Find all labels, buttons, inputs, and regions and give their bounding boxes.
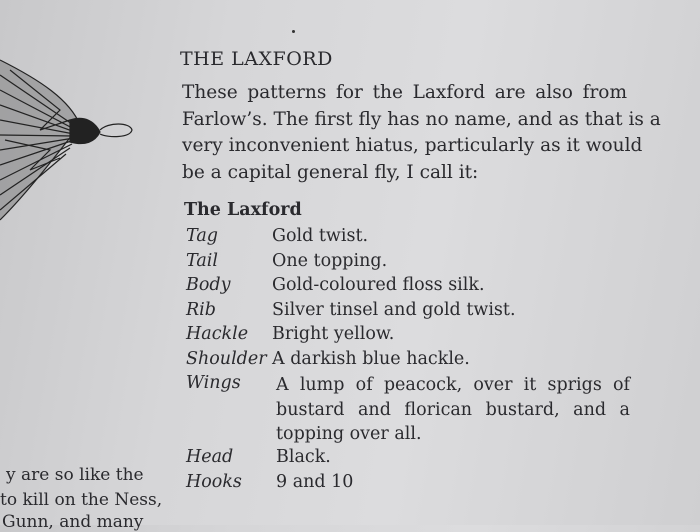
- dressing-row: [186, 324, 636, 349]
- dressing-list: [186, 226, 636, 496]
- dressing-row: [186, 226, 636, 251]
- page-speck: [292, 30, 295, 33]
- dressing-material: Gold-coloured floss silk.: [272, 275, 485, 295]
- dressing-material-line: topping over all.: [276, 424, 422, 444]
- dressing-row: [186, 300, 636, 325]
- dressing-row: [186, 472, 636, 497]
- dressing-part: Head: [186, 447, 234, 467]
- dressing-part: Shoulder: [186, 348, 267, 369]
- dressing-row: [186, 275, 636, 300]
- dressing-part: Rib: [186, 299, 216, 320]
- left-column-text-fragment: to kill on the Ness,: [0, 490, 163, 510]
- dressing-part: Tail: [186, 250, 218, 271]
- intro-line: Farlow’s. The first fly has no name, and as that is a: [182, 108, 661, 130]
- dressing-row: [186, 251, 636, 276]
- intro-paragraph: [182, 80, 661, 186]
- intro-line: These patterns for the Laxford are also from: [182, 82, 627, 103]
- left-column-text-fragment: Gunn, and many: [2, 512, 144, 532]
- dressing-part: Body: [186, 275, 231, 295]
- dressing-part: Hackle: [186, 324, 249, 344]
- dressing-material: A darkish blue hackle.: [272, 348, 470, 369]
- dressing-part: Hooks: [186, 471, 242, 492]
- dressing-row: [186, 349, 636, 374]
- intro-line: very inconvenient hiatus, particularly as it would: [182, 135, 643, 156]
- dressing-material-line: A lump of peacock, over it sprigs of: [276, 375, 630, 395]
- dressing-material: Silver tinsel and gold twist.: [272, 299, 516, 320]
- dressing-material: [276, 373, 630, 447]
- dressing-material: 9 and 10: [276, 471, 354, 492]
- dressing-material-line: bustard and florican bustard, and a: [276, 399, 630, 420]
- fly-name: The Laxford: [184, 200, 302, 220]
- dressing-material: One topping.: [272, 250, 388, 271]
- dressing-material: Bright yellow.: [272, 324, 395, 344]
- fly-illustration: [0, 40, 140, 230]
- dressing-material: Black.: [276, 447, 331, 467]
- intro-line: be a capital general fly, I call it:: [182, 161, 479, 183]
- left-column-text-fragment: y are so like the: [6, 465, 144, 485]
- dressing-row: [186, 447, 636, 472]
- dressing-part: Tag: [186, 226, 218, 246]
- dressing-row: [186, 373, 636, 447]
- section-heading: THE LAXFORD: [180, 48, 333, 70]
- dressing-part: Wings: [186, 373, 241, 393]
- dressing-material: Gold twist.: [272, 226, 369, 246]
